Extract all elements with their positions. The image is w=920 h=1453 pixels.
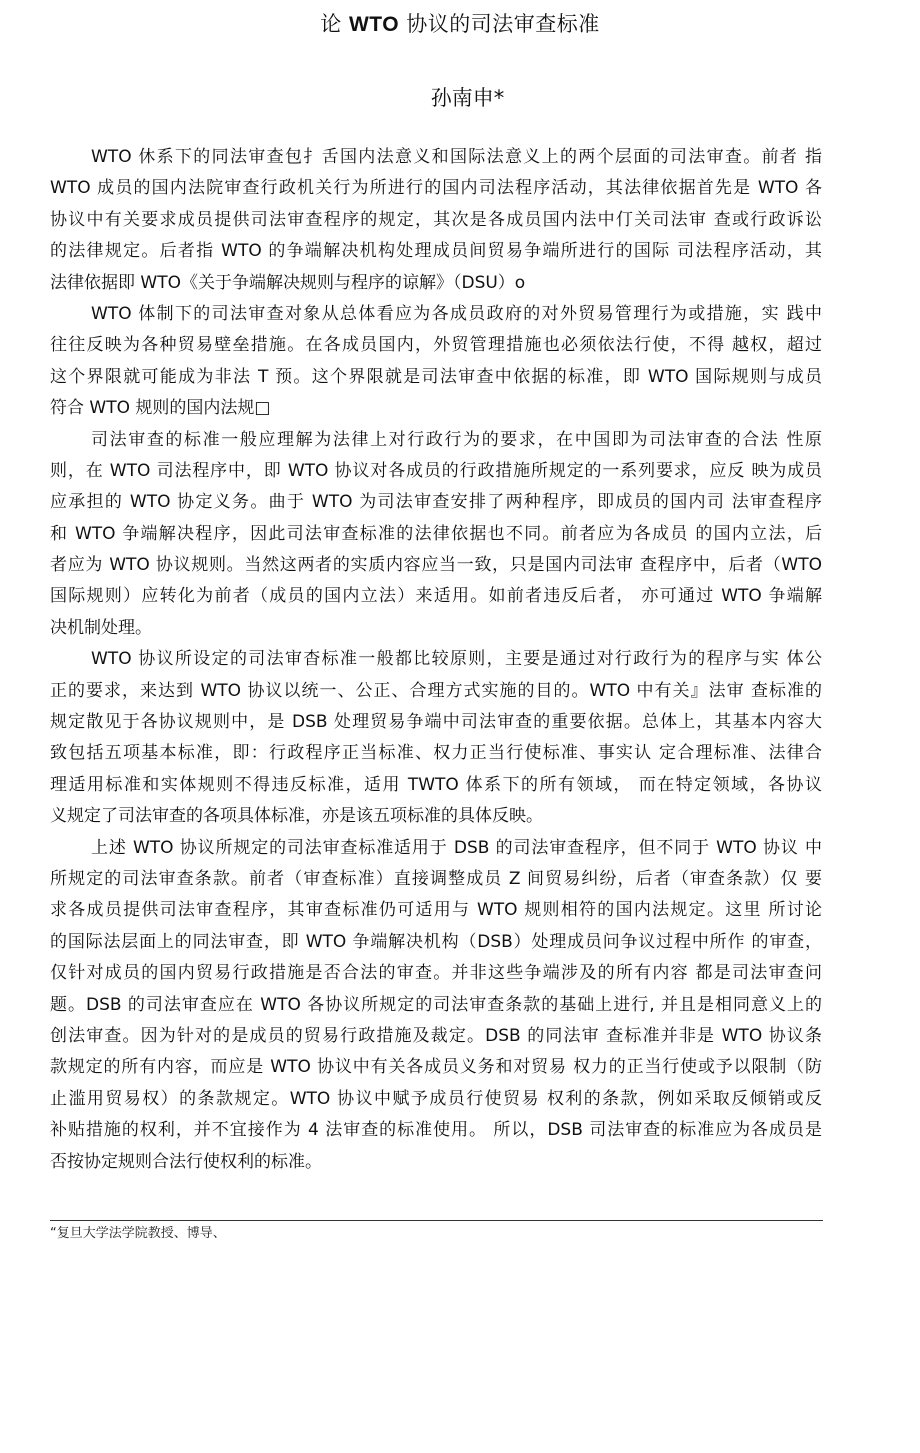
paragraph bbox=[50, 299, 822, 425]
text-line: 符合 WTO 规则的国内法规□ bbox=[50, 398, 271, 419]
text-line: 创法审查。因为针对的是成员的贸易行政措施及裁定。DSB 的同法审 查标准并非是 WTO 协议条 bbox=[50, 1025, 822, 1046]
text-line: 司法审查的标准一般应理解为法律上对行政行为的要求，在中国即为司法审查的合法 性原 bbox=[91, 429, 822, 450]
paragraph bbox=[50, 425, 822, 645]
footnote: “复旦大学法学院教授、博导、 bbox=[50, 1226, 226, 1241]
text-line: WTO 成员的国内法院审查行政机关行为所进行的国内司法程序活动，其法律依据首先是 WTO 各 bbox=[50, 178, 822, 199]
document-title bbox=[0, 8, 920, 38]
text-line: 则，在 WTO 司法程序中，即 WTO 协议对各成员的行政措施所规定的一系列要求，应反 映为成员 bbox=[50, 460, 822, 481]
text-line: 的国际法层面上的同法审查，即 WTO 争端解决机构（DSB）处理成员问争议过程中所作 的审查， bbox=[50, 931, 822, 952]
text-line: 题。DSB 的司法审查应在 WTO 各协议所规定的司法审查条款的基础上进行, 并且是相同意义上的 bbox=[50, 994, 822, 1015]
text-line: 理适用标准和实体规则不得违反标准，适用 TWTO 体系下的所有领域， 而在特定领域，各协议 bbox=[50, 774, 822, 795]
text-line: 协议中有关要求成员提供司法审查程序的规定，其次是各成员国内法中仃关司法审 查或行政诉讼 bbox=[50, 209, 822, 230]
text-line: 决机制处理。 bbox=[50, 617, 152, 638]
title-prefix: 论 bbox=[320, 12, 349, 36]
paragraph bbox=[50, 644, 822, 832]
text-line: 应承担的 WTO 协定义务。曲于 WTO 为司法审查安排了两种程序，即成员的国内司 法审查程序 bbox=[50, 492, 822, 513]
text-line: 义规定了司法审查的各项具体标准，亦是该五项标准的具体反映。 bbox=[50, 806, 543, 827]
text-line: 否按协定规则合法行使权利的标准。 bbox=[50, 1151, 322, 1172]
footnote-divider bbox=[50, 1220, 823, 1221]
text-line: 补贴措施的权利，并不宜接作为 4 法审查的标准使用。 所以，DSB 司法审查的标准应为各成员是 bbox=[50, 1120, 822, 1141]
text-line: WTO 体制下的司法审查对象从总体看应为各成员政府的对外贸易管理行为或措施，实 践中 bbox=[91, 303, 822, 324]
author: 孙南申* bbox=[430, 86, 505, 110]
title-suffix: 协议的司法审查标准 bbox=[399, 12, 600, 36]
text-line: 和 WTO 争端解决程序，因此司法审查标准的法律依据也不同。前者应为各成员 的国内立法，后 bbox=[50, 523, 822, 544]
text-line: 这个界限就可能成为非法 T 预。这个界限就是司法审查中依据的标准，即 WTO 国际规则与成员 bbox=[50, 366, 822, 387]
title-bold: WTO bbox=[348, 13, 400, 36]
document-body bbox=[50, 142, 822, 1178]
text-line: WTO 协议所设定的司法审杳标准一般都比较原则，主要是通过对行政行为的程序与实 体公 bbox=[91, 649, 822, 670]
paragraph bbox=[50, 142, 822, 299]
text-line: 正的要求，来达到 WTO 协议以统一、公正、合理方式实施的目的。WTO 中有关』法审 查标准的 bbox=[50, 680, 822, 701]
text-line: 所规定的司法审查条款。前者（审查标准）直接调整成员 Z 间贸易纠纷，后者（审查条款）仅 要 bbox=[50, 868, 822, 889]
text-line: 国际规则）应转化为前者（成员的国内立法）来适用。如前者违反后者， 亦可通过 WTO 争端解 bbox=[50, 586, 822, 607]
text-line: 求各成员提供司法审查程序，其审查标准仍可适用与 WTO 规则相符的国内法规定。这里 所讨论 bbox=[50, 900, 822, 921]
text-line: 法律依据即 WTO《关于争端解决规则与程序的谅解》（DSU）o bbox=[50, 272, 526, 293]
text-line: 致包括五项基本标准，即：行政程序正当标准、权力正当行使标准、事实认 定合理标准、法律合 bbox=[50, 743, 822, 764]
text-line: 规定散见于各协议规则中，是 DSB 处理贸易争端中司法审查的重要依据。总体上，其基本内容大 bbox=[50, 712, 822, 733]
text-line: 上述 WTO 协议所规定的司法审查标准适用于 DSB 的司法审查程序，但不同于 WTO 协议 中 bbox=[91, 837, 822, 858]
text-line: 的法律规定。后者指 WTO 的争端解决机构处理成员间贸易争端所进行的国际 司法程序活动，其 bbox=[50, 241, 822, 262]
paragraph bbox=[50, 833, 822, 1178]
text-line: 款规定的所有内容，而应是 WTO 协议中有关各成员义务和对贸易 权力的正当行使或予以限制（防 bbox=[50, 1057, 822, 1078]
text-line: WTO 休系下的同法审查包扌舌国内法意义和国际法意义上的两个层面的司法审查。前者 指 bbox=[91, 147, 822, 167]
text-line: 往往反映为各种贸易壁垒措施。在各成员国内，外贸管理措施也必须依法行使，不得 越权，超过 bbox=[50, 335, 822, 356]
text-line: 止滥用贸易权）的条款规定。WTO 协议中赋予成员行使贸易 权利的条款，例如采取反倾销或反 bbox=[50, 1088, 822, 1109]
text-line: 仅针对成员的国内贸易行政措施是否合法的审查。并非这些争端涉及的所有内容 都是司法审查问 bbox=[50, 963, 822, 984]
text-line: 者应为 WTO 协议规则。当然这两者的实质内容应当一致，只是国内司法审 查程序中，后者（WTO bbox=[50, 555, 822, 576]
